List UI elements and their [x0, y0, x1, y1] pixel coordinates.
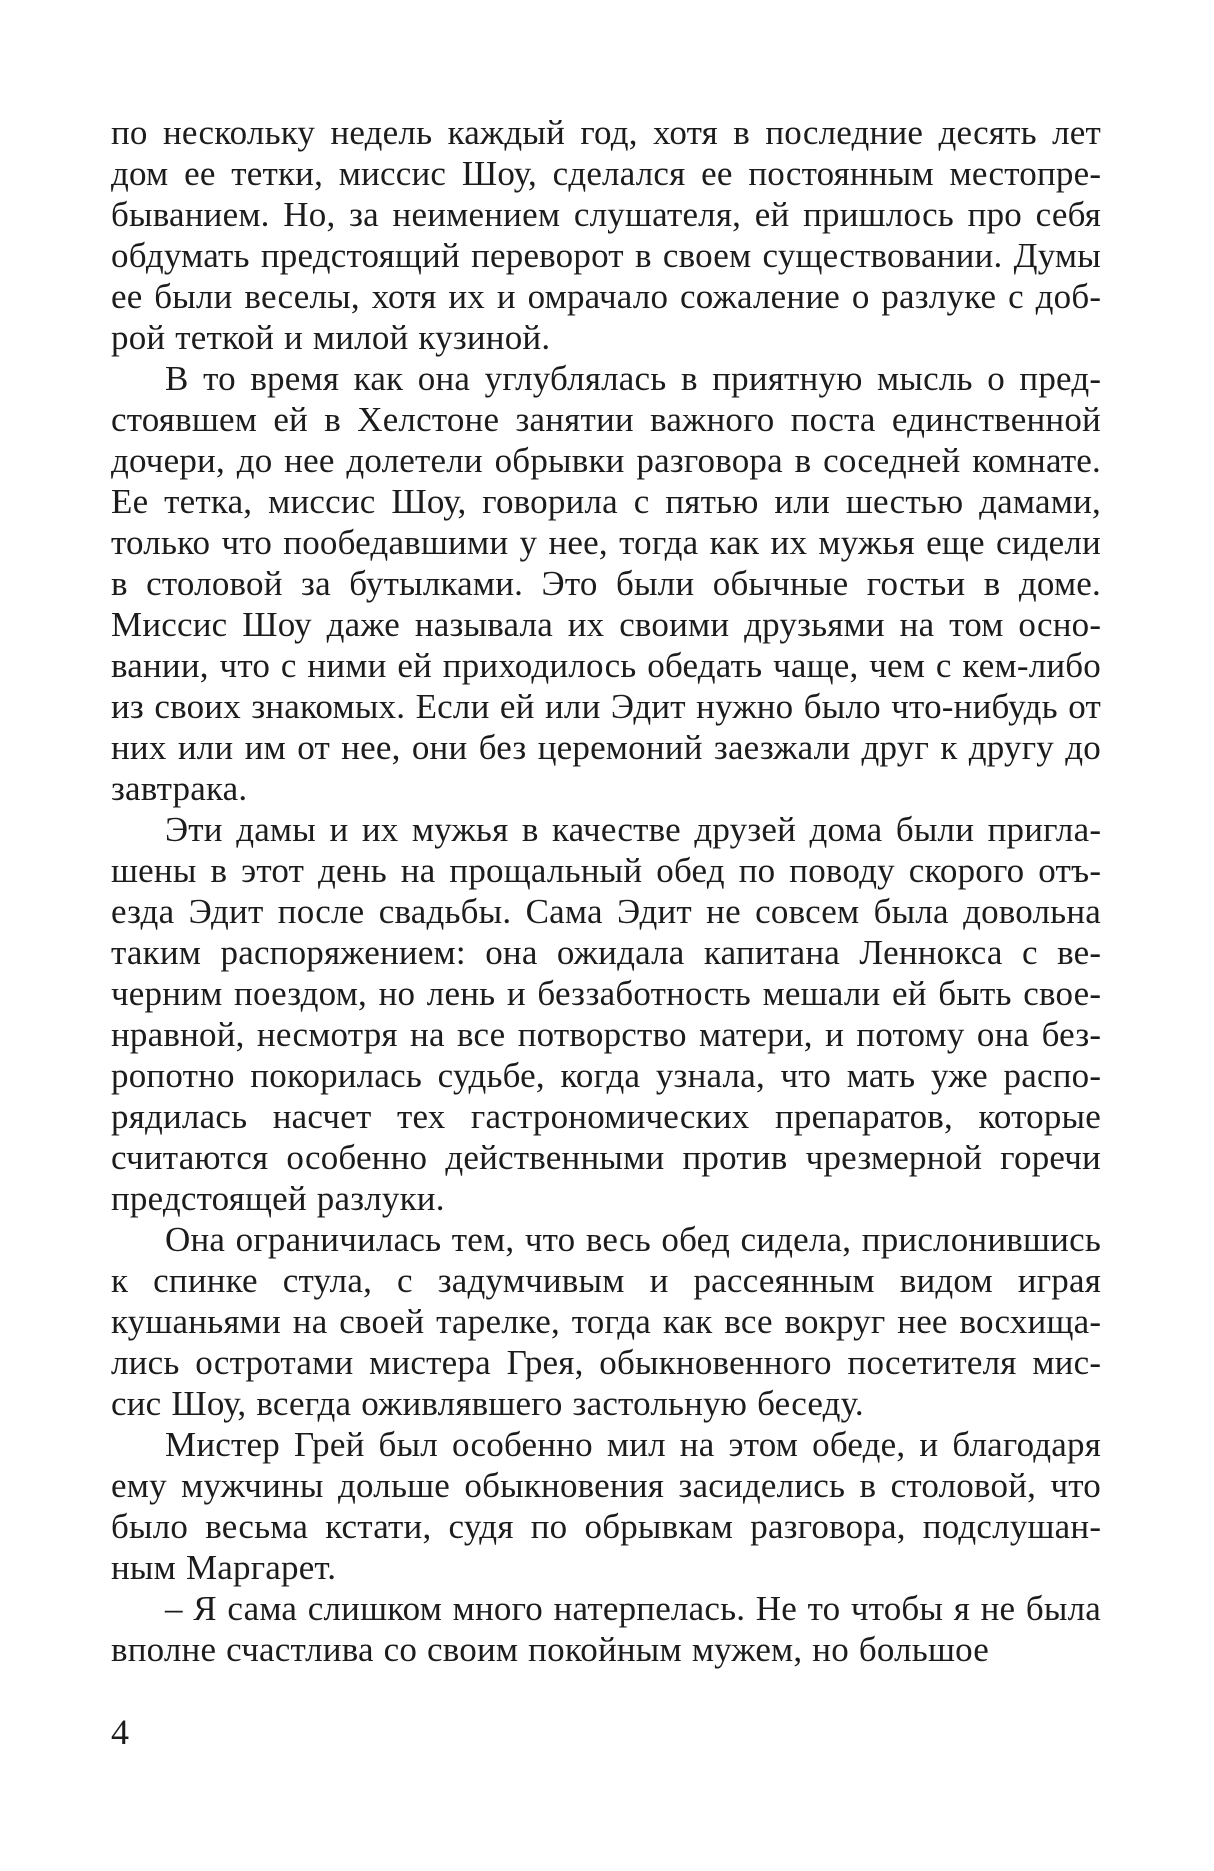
paragraph: Эти дамы и их мужья в качестве друзей дома были приглашены в этот день на прощальный обед по поводу скорого отъезда Эдит после свадьбы. Сама Эдит не совсем была довольна таким распоряжением: она ожидала капитана Леннокса с вечерним поездом, но лень и беззаботность мешали ей быть своенравной, несмотря на все потворство матери, и потому она безропотно покорилась судьбе, когда узнала, что мать уже распорядилась насчет тех гастрономических препаратов, которые считаются особенно действенными против чрезмерной горечи предстоящей разлуки.	[111, 810, 1101, 1218]
paragraph: В то время как она углублялась в приятную мысль о предстоявшем ей в Хелстоне занятии важного поста единственной дочери, до нее долетели обрывки разговора в соседней комнате. Ее тетка, миссис Шоу, говорила с пятью или шестью дамами, только что пообедавшими у нее, тогда как их мужья еще сидели в столовой за бутылками. Это были обычные гостьи в доме. Миссис Шоу даже называла их своими друзьями на том основании, что с ними ей приходилось обедать чаще, чем с кем-либо из своих знакомых. Если ей или Эдит нужно было что-нибудь от них или им от нее, они без церемоний заезжали друг к другу до завтрака.	[111, 359, 1101, 808]
paragraph: Она ограничилась тем, что весь обед сидела, прислонившись к спинке стула, с задумчивым и рассеянным видом играя кушаньями на своей тарелке, тогда как все вокруг нее восхищались остротами мистера Грея, обыкновенного посетителя миссис Шоу, всегда оживлявшего застольную беседу.	[111, 1220, 1101, 1423]
paragraph-dialogue: – Я сама слишком много натерпелась. Не то чтобы я не была вполне счастлива со своим покойным мужем, но большое	[111, 1589, 1101, 1669]
paragraph: Мистер Грей был особенно мил на этом обеде, и благодаря ему мужчины дольше обыкновения засиделись в столовой, что было весьма кстати, судя по обрывкам разговора, подслушанным Маргарет.	[111, 1425, 1101, 1587]
page-body-text	[111, 112, 1101, 1670]
page-number: 4	[111, 1712, 129, 1752]
paragraph-continuation: по нескольку недель каждый год, хотя в последние десять лет дом ее тетки, миссис Шоу, сделался ее постоянным местопребыванием. Но, за неимением слушателя, ей пришлось про себя обдумать предстоящий переворот в своем существовании. Думы ее были веселы, хотя их и омрачало сожаление о разлуке с доброй теткой и милой кузиной.	[111, 113, 1101, 357]
